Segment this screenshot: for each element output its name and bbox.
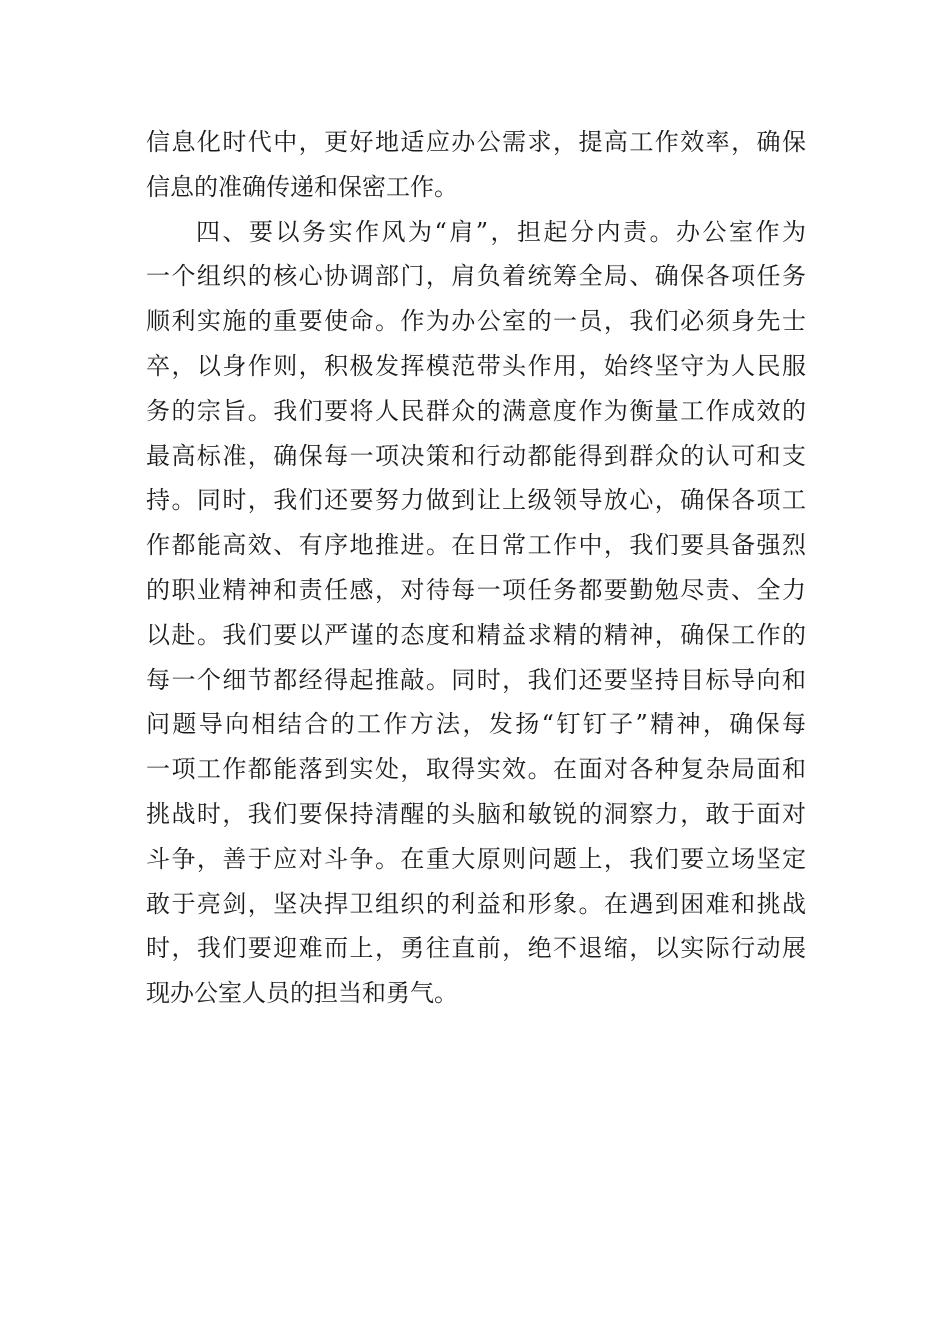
text-line: 务的宗旨。我们要将人民群众的满意度作为衡量工作成效的 — [146, 396, 806, 425]
text-line: 问题导向相结合的工作方法，发扬“钉钉子”精神，确保每 — [146, 710, 806, 739]
text-line: 一个组织的核心协调部门，肩负着统筹全局、确保各项任务 — [146, 262, 806, 291]
paragraph-first-line: 四、要以务实作风为“肩”，担起分内责。办公室作为 — [196, 217, 806, 246]
text-line: 最高标准，确保每一项决策和行动都能得到群众的认可和支 — [146, 441, 806, 470]
body-text — [146, 120, 806, 1016]
paragraph-four — [146, 210, 806, 1016]
text-line: 卒，以身作则，积极发挥模范带头作用，始终坚守为人民服 — [146, 351, 806, 380]
text-line: 持。同时，我们还要努力做到让上级领导放心，确保各项工 — [146, 486, 806, 515]
text-line: 现办公室人员的担当和勇气。 — [146, 979, 458, 1008]
text-line: 斗争，善于应对斗争。在重大原则问题上，我们要立场坚定 — [146, 844, 806, 873]
text-line: 信息化时代中，更好地适应办公需求，提高工作效率，确保 — [146, 128, 806, 156]
text-line: 挑战时，我们要保持清醒的头脑和敏锐的洞察力，敢于面对 — [146, 799, 806, 828]
text-line: 的职业精神和责任感，对待每一项任务都要勤勉尽责、全力 — [146, 575, 806, 604]
text-line: 顺利实施的重要使命。作为办公室的一员，我们必须身先士 — [146, 307, 806, 336]
text-line: 以赴。我们要以严谨的态度和精益求精的精神，确保工作的 — [146, 620, 806, 649]
paragraph-continued — [146, 120, 806, 210]
text-line: 时，我们要迎难而上，勇往直前，绝不退缩，以实际行动展 — [146, 934, 806, 963]
text-line: 信息的准确传递和保密工作。 — [146, 172, 458, 201]
text-line: 每一个细节都经得起推敲。同时，我们还要坚持目标导向和 — [146, 665, 806, 694]
text-line: 作都能高效、有序地推进。在日常工作中，我们要具备强烈 — [146, 531, 806, 560]
text-line: 敢于亮剑，坚决捍卫组织的利益和形象。在遇到困难和挑战 — [146, 889, 806, 918]
text-line: 一项工作都能落到实处，取得实效。在面对各种复杂局面和 — [146, 755, 806, 784]
